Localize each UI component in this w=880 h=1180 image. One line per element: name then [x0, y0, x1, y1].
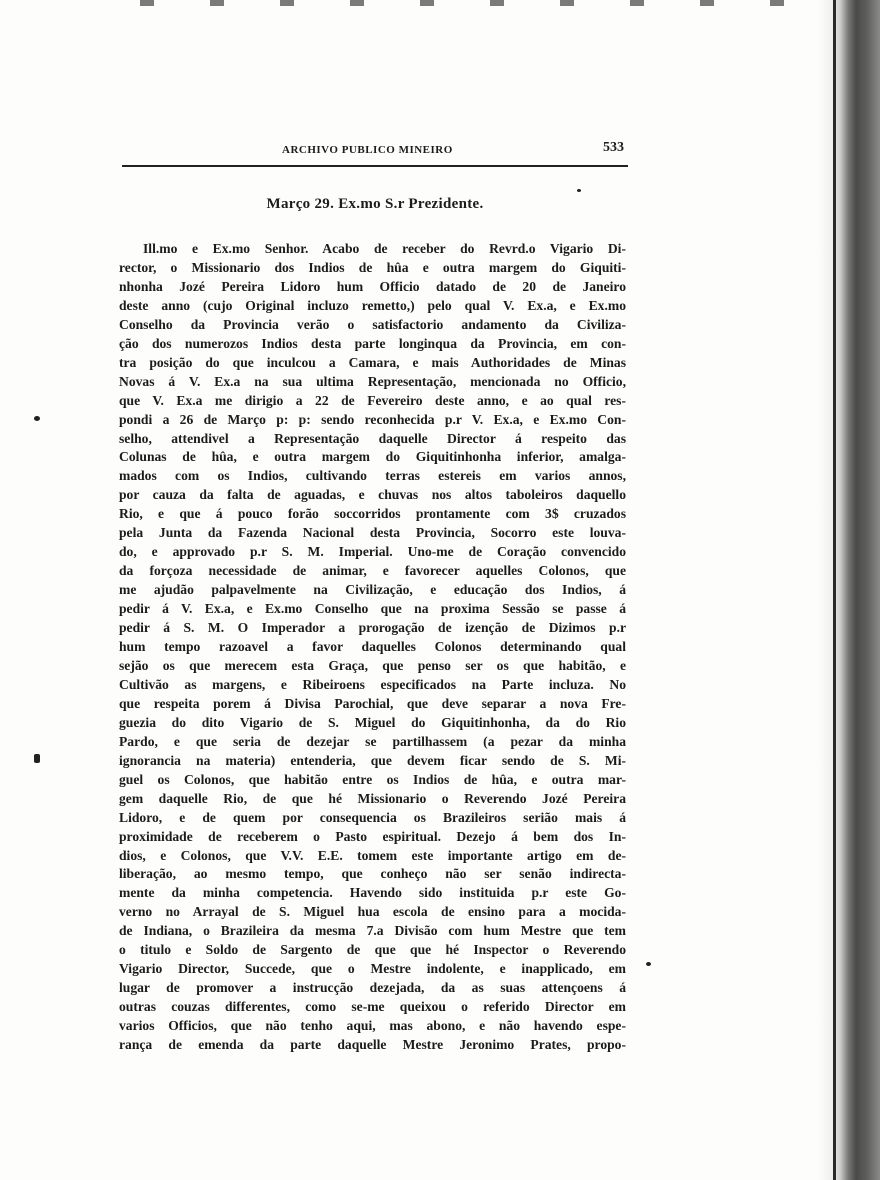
text-line: pedir á V. Ex.a, e Ex.mo Conselho que na proxima Sessão se passe á [119, 601, 626, 617]
text-line: da forçoza necessidade de animar, e favorecer aquelles Colonos, que [119, 563, 626, 579]
margin-mark [646, 962, 651, 966]
letter-heading: Março 29. Ex.mo S.r Prezidente. [266, 196, 484, 212]
running-title: ARCHIVO PUBLICO MINEIRO [282, 144, 453, 156]
text-line: pedir á S. M. O Imperador a prorogação de izenção de Dizimos p.r [119, 620, 626, 636]
text-line: mente da minha competencia. Havendo sido instituida p.r este Go- [119, 885, 626, 901]
text-line: deste anno (cujo Original incluzo remetto,) pelo qual V. Ex.a, e Ex.mo [119, 297, 626, 313]
text-line: do, e approvado p.r S. M. Imperial. Uno-me de Coração convencido [119, 544, 626, 560]
text-line: varios Officios, que não tenho aqui, mas abono, e não havendo espe- [119, 1018, 626, 1034]
text-line: outras couzas differentes, como se-me queixou o referido Director em [119, 999, 626, 1015]
text-line: nhonha Jozé Pereira Lidoro hum Officio datado de 20 de Janeiro [119, 278, 626, 294]
text-line: ção dos numerozos Indios desta parte longinqua da Provincia, em con- [119, 335, 626, 351]
text-line: lugar de promover a instrucção dezejada, da as suas attençoens á [119, 980, 626, 996]
text-line: pondi a 26 de Março p: p: sendo reconhecida p.r V. Ex.a, e Ex.mo Con- [119, 411, 626, 427]
text-line: Colunas de hûa, e outra margem do Giquitinhonha inferior, amalga- [119, 449, 626, 465]
text-line: ignorancia na materia) entenderia, que devem ficar sendo de S. Mi- [119, 752, 626, 768]
text-line: de Indiana, o Brazileira da mesma 7.a Divisão com hum Mestre que tem [119, 923, 626, 939]
text-line: guezia do dito Vigario de S. Miguel do Giquitinhonha, da do Rio [119, 714, 626, 730]
text-line: liberação, ao mesmo tempo, que conheço não ser senão indirecta- [119, 866, 626, 882]
page-number: 533 [603, 140, 624, 155]
margin-mark [577, 189, 581, 192]
letter-body [119, 240, 626, 1055]
text-line: Novas á V. Ex.a na sua ultima Representação, mencionada no Officio, [119, 373, 626, 389]
text-line: Rio, e que á pouco forão soccorridos prontamente com 3$ cruzados [119, 506, 626, 522]
text-line: guel os Colonos, que habitão entre os Indios de hûa, e outra mar- [119, 771, 626, 787]
scan-top-artifact [140, 0, 800, 6]
text-line: sejão os que merecem esta Graça, que penso ser os que habitão, e [119, 657, 626, 673]
text-line: rector, o Missionario dos Indios de hûa e outra margem do Giquiti- [119, 259, 626, 275]
text-line: pela Junta da Fazenda Nacional desta Provincia, Socorro este louva- [119, 525, 626, 541]
text-line: que V. Ex.a me dirigio a 22 de Fevereiro deste anno, e ao qual res- [119, 392, 626, 408]
text-line: proximidade de receberem o Pasto espiritual. Dezejo á bem dos In- [119, 828, 626, 844]
text-line: rança de emenda da parte daquelle Mestre Jeronimo Prates, propo- [119, 1037, 626, 1053]
text-line: Cultivão as margens, e Ribeiroens especificados na Parte incluza. No [119, 676, 626, 692]
text-line: gem daquelle Rio, de que hé Missionario o Reverendo Jozé Pereira [119, 790, 626, 806]
text-line: o titulo e Soldo de Sargento de que que hé Inspector o Reverendo [119, 942, 626, 958]
scan-edge-line [833, 0, 836, 1180]
text-line: mados com os Indios, cultivando terras estereis em varios annos, [119, 468, 626, 484]
text-line: verno no Arrayal de S. Miguel hua escola de ensino para a mocida- [119, 904, 626, 920]
text-line: Conselho da Provincia verão o satisfactorio andamento da Civiliza- [119, 316, 626, 332]
text-line: me ajudão palpavelmente na Civilização, e educação dos Indios, á [119, 582, 626, 598]
text-line: Vigario Director, Succede, que o Mestre indolente, e inapplicado, em [119, 961, 626, 977]
page-header [122, 140, 628, 162]
text-line: por cauza da falta de aguadas, e chuvas nos altos taboleiros daquello [119, 487, 626, 503]
header-rule [122, 165, 628, 167]
margin-mark [34, 416, 40, 421]
text-line: que respeita porem á Divisa Parochial, que deve separar a nova Fre- [119, 695, 626, 711]
text-line: Ill.mo e Ex.mo Senhor. Acabo de receber do Revrd.o Vigario Di- [143, 241, 626, 256]
margin-mark [34, 754, 40, 763]
text-line: Lidoro, e de quem por consequencia os Brazileiros serião mais á [119, 809, 626, 825]
text-line: Pardo, e que seria de dezejar se partilhassem (a pezar da minha [119, 733, 626, 749]
text-line: dios, e Colonos, que V.V. E.E. tomem este importante artigo em de- [119, 847, 626, 863]
text-line: hum tempo razoavel a favor daquelles Colonos determinando qual [119, 639, 626, 655]
scan-page-edge [818, 0, 880, 1180]
text-line: selho, attendivel a Representação daquelle Director á respeito das [119, 430, 626, 446]
text-line: tra posição do que inculcou a Camara, e mais Authoridades de Minas [119, 354, 626, 370]
